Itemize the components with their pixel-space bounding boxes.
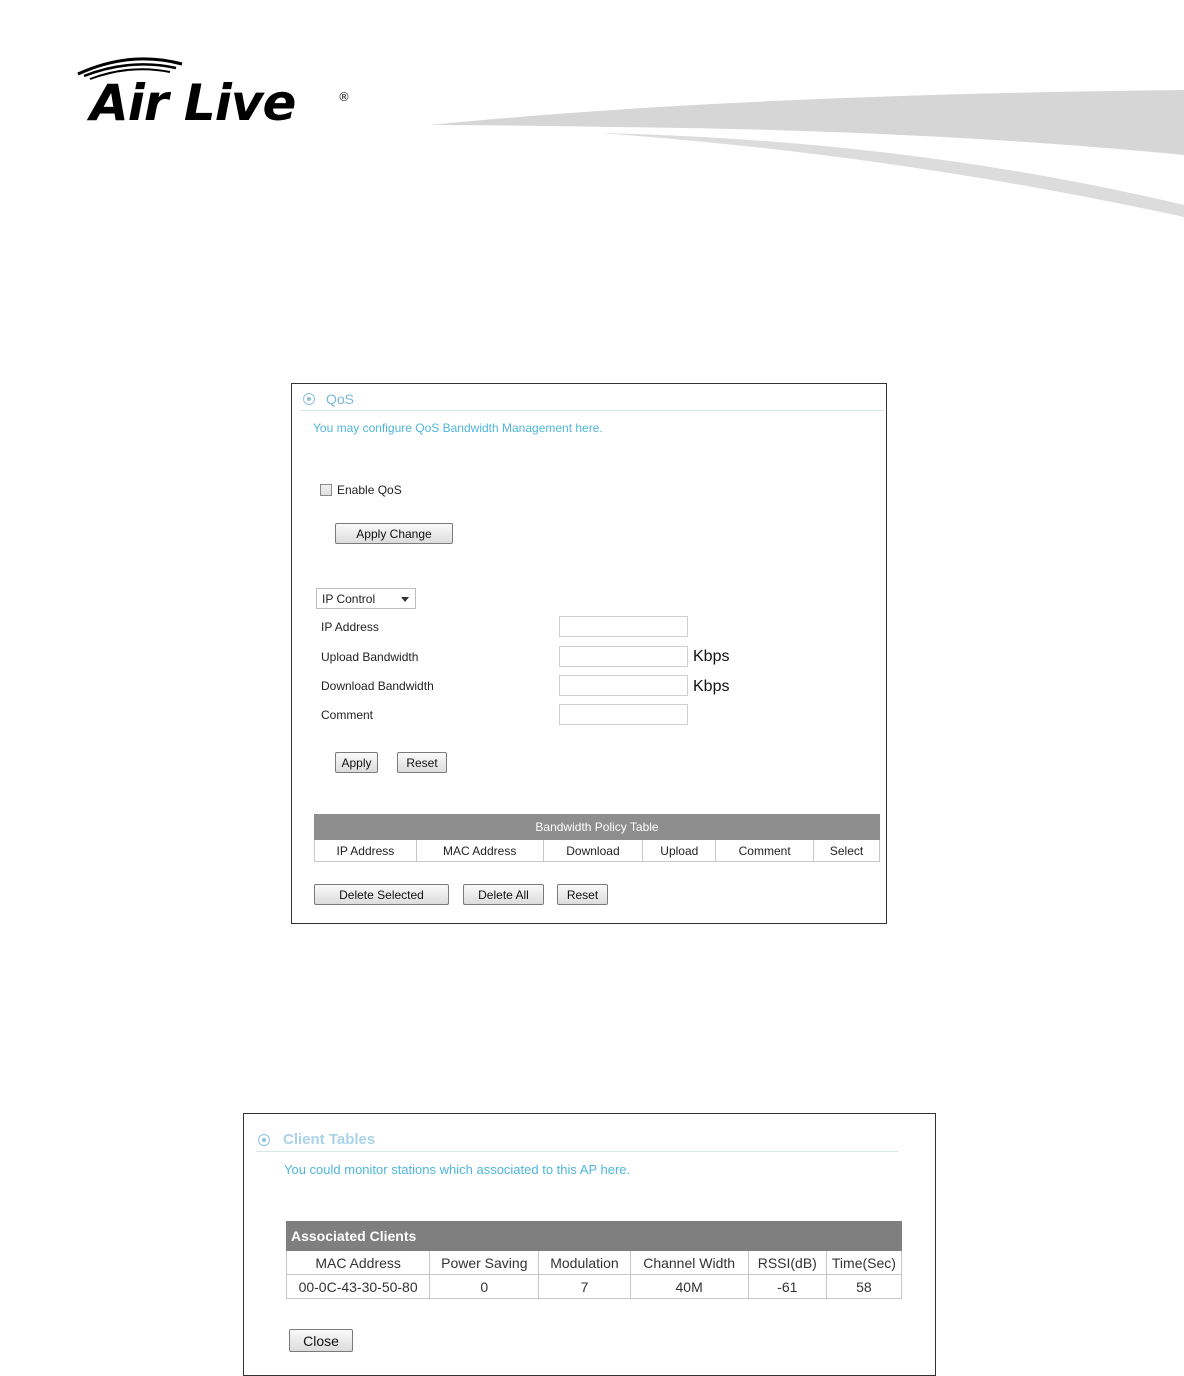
client-tables-description: You could monitor stations which associated to this AP here.: [284, 1162, 631, 1177]
control-type-select[interactable]: [316, 588, 416, 609]
bandwidth-policy-table: [314, 814, 880, 862]
header-swoosh-decoration: [430, 85, 1184, 225]
upload-unit: Kbps: [693, 648, 730, 665]
title-divider: [300, 410, 884, 411]
apply-change-button[interactable]: Apply Change: [335, 523, 453, 544]
enable-qos-label: Enable QoS: [337, 483, 402, 497]
registered-mark: ®: [338, 90, 350, 104]
apply-button[interactable]: Apply: [335, 752, 378, 773]
enable-qos-checkbox[interactable]: [320, 484, 332, 496]
client-tables-title: Client Tables: [283, 1131, 376, 1148]
column-header-time: Time(Sec): [826, 1251, 901, 1275]
cell-power-saving: 0: [430, 1275, 539, 1299]
comment-input[interactable]: [559, 704, 688, 725]
column-header-mac-address: MAC Address: [287, 1251, 430, 1275]
column-header-select: Select: [814, 840, 880, 862]
delete-selected-button[interactable]: Delete Selected: [314, 884, 449, 905]
title-divider: [256, 1151, 898, 1152]
upload-bandwidth-label: Upload Bandwidth: [321, 650, 419, 664]
column-header-ip-address: IP Address: [315, 840, 417, 862]
reset-button[interactable]: Reset: [397, 752, 447, 773]
clients-table-header-row: [287, 1251, 902, 1275]
upload-bandwidth-input[interactable]: [559, 646, 688, 667]
logo-text: Air Live: [90, 74, 296, 132]
column-header-rssi: RSSI(dB): [748, 1251, 826, 1275]
cell-modulation: 7: [539, 1275, 630, 1299]
qos-description: You may configure QoS Bandwidth Management here.: [313, 421, 603, 435]
section-bullet-icon: [258, 1134, 270, 1146]
download-unit: Kbps: [693, 678, 730, 695]
column-header-mac-address: MAC Address: [416, 840, 543, 862]
associated-clients-caption: Associated Clients: [287, 1222, 902, 1251]
control-type-value: IP Control: [322, 592, 376, 606]
policy-table-caption: Bandwidth Policy Table: [315, 815, 880, 840]
column-header-download: Download: [543, 840, 643, 862]
column-header-comment: Comment: [716, 840, 814, 862]
cell-rssi: -61: [748, 1275, 826, 1299]
qos-title: QoS: [326, 391, 355, 407]
download-bandwidth-input[interactable]: [559, 675, 688, 696]
cell-channel-width: 40M: [630, 1275, 748, 1299]
close-button[interactable]: Close: [289, 1329, 353, 1352]
cell-time: 58: [826, 1275, 901, 1299]
policy-table-header-row: [315, 840, 880, 862]
column-header-upload: Upload: [643, 840, 716, 862]
table-row: [287, 1275, 902, 1299]
delete-all-button[interactable]: Delete All: [463, 884, 544, 905]
airlive-logo: [70, 52, 360, 134]
qos-panel: [291, 383, 887, 924]
ip-address-label: IP Address: [321, 620, 379, 634]
column-header-power-saving: Power Saving: [430, 1251, 539, 1275]
chevron-down-icon: [401, 597, 409, 602]
table-reset-button[interactable]: Reset: [557, 884, 608, 905]
column-header-modulation: Modulation: [539, 1251, 630, 1275]
client-tables-panel: [243, 1113, 936, 1376]
cell-mac-address: 00-0C-43-30-50-80: [287, 1275, 430, 1299]
associated-clients-table: [286, 1221, 902, 1299]
ip-address-input[interactable]: [559, 616, 688, 637]
section-bullet-icon: [303, 393, 315, 405]
column-header-channel-width: Channel Width: [630, 1251, 748, 1275]
download-bandwidth-label: Download Bandwidth: [321, 679, 434, 693]
comment-label: Comment: [321, 708, 374, 722]
